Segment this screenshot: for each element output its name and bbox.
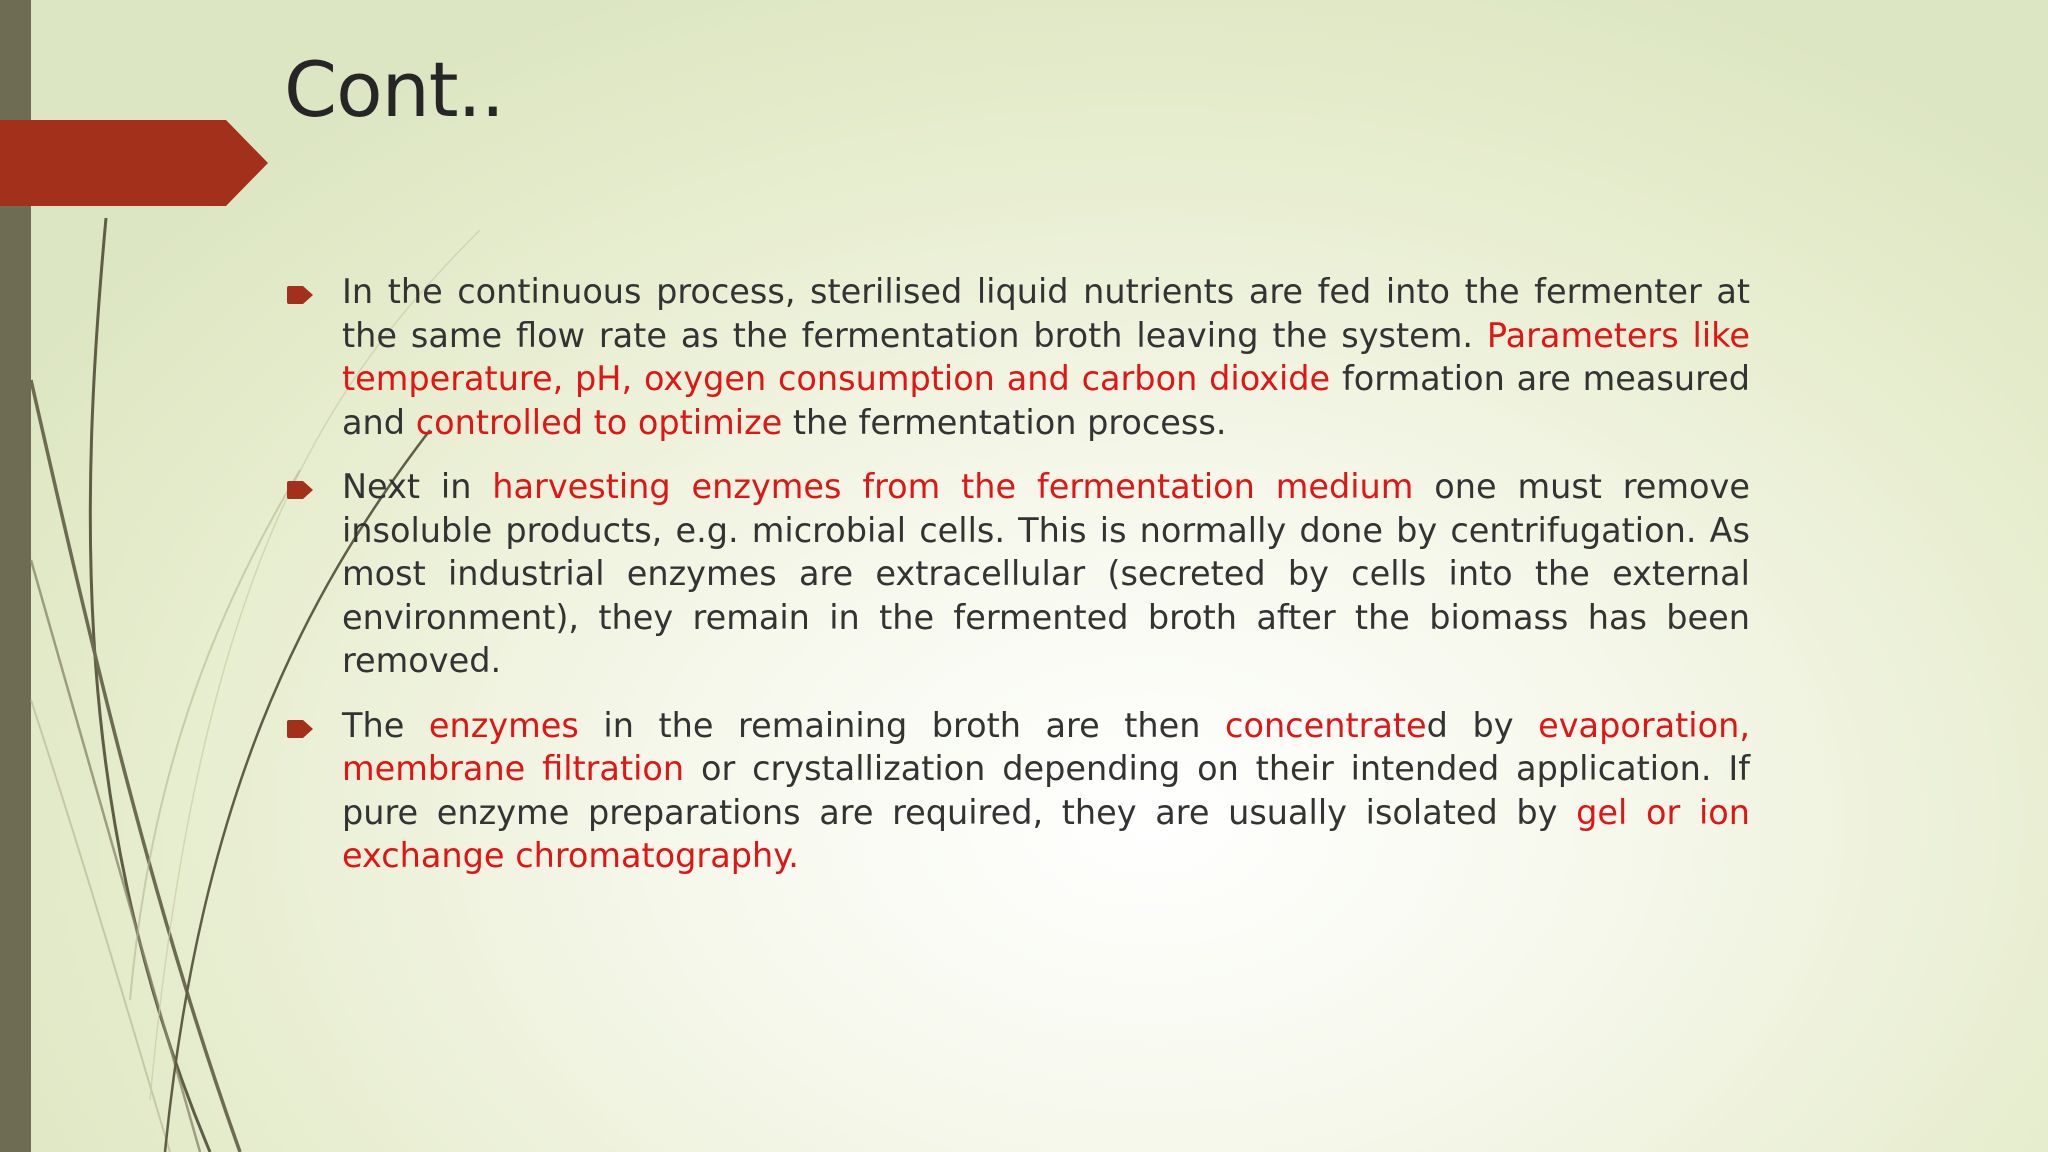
text-segment: one must remove insoluble products, e.g. microbial cells. This is normally done by centrifugation. As most industrial enzymes are extracellular (secreted by cells into the external environment), they remain in the fermented broth after the biomass has been removed.	[342, 467, 1750, 680]
title-accent-tab	[0, 120, 270, 206]
text-segment: Next in	[342, 467, 493, 506]
bullet-list	[285, 270, 1750, 899]
text-segment: in the remaining broth are then	[578, 705, 1226, 745]
highlighted-text-segment: enzymes	[428, 705, 579, 745]
text-segment: or crystallization depending on their intended application. If pure enzyme preparations are required, they are usually isolated by	[342, 749, 1751, 832]
text-segment: The	[342, 705, 429, 745]
bullet-item	[285, 270, 1750, 444]
arrow-bullet-icon	[287, 481, 313, 499]
highlighted-text-segment: concentrate	[1225, 705, 1427, 745]
highlighted-text-segment: harvesting enzymes from the fermentation medium	[492, 467, 1414, 506]
arrow-bullet-icon	[287, 286, 313, 304]
highlighted-text-segment: gel or ion exchange chromatography.	[342, 792, 1750, 875]
slide-title: Cont..	[284, 45, 504, 134]
text-segment: the fermentation process.	[782, 402, 1227, 442]
highlighted-text-segment: controlled to optimize	[415, 402, 783, 442]
bullet-item	[285, 465, 1750, 683]
text-segment: In the continuous process, sterilised liquid nutrients are fed into the fermenter at the same flow rate as the fermentation broth leaving the system.	[342, 272, 1750, 355]
bullet-text	[342, 465, 1750, 683]
bullet-item	[285, 704, 1750, 878]
bullet-text	[342, 704, 1750, 878]
arrow-bullet-icon	[287, 720, 313, 738]
highlighted-text-segment: evaporation, membrane filtration	[342, 705, 1750, 788]
text-segment: formation are measured and	[342, 359, 1750, 442]
text-segment: d by	[1426, 705, 1539, 745]
bullet-text	[342, 270, 1750, 444]
highlighted-text-segment: Parameters like temperature, pH, oxygen consumption and carbon dioxide	[342, 315, 1750, 398]
